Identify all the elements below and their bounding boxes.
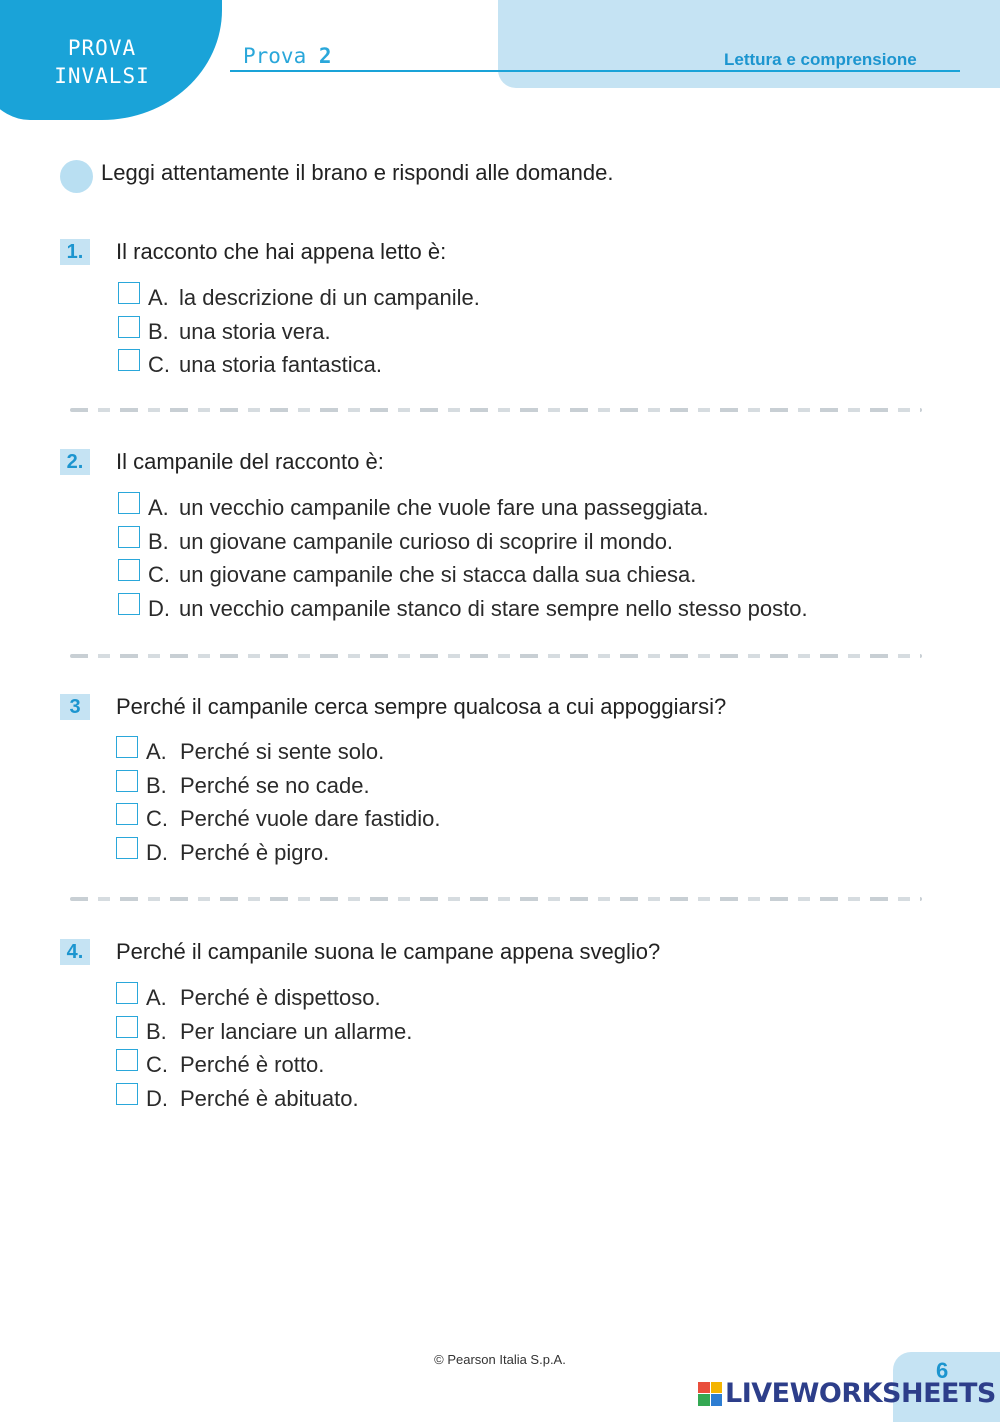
checkbox[interactable] <box>118 282 140 304</box>
prova-label <box>243 44 332 68</box>
option-text: Perché vuole dare fastidio. <box>180 806 441 832</box>
prova-invalsi-badge <box>52 34 152 90</box>
checkbox[interactable] <box>118 316 140 338</box>
option-text: un giovane campanile che si stacca dalla sua chiesa. <box>179 562 697 588</box>
liveworksheets-watermark <box>698 1378 996 1409</box>
page-number: 6 <box>936 1358 949 1383</box>
badge-line1: PROVA <box>67 36 137 60</box>
checkbox[interactable] <box>116 1016 138 1038</box>
option-letter: A. <box>146 984 167 1010</box>
option-letter: B. <box>148 528 169 554</box>
option-letter: D. <box>146 1085 168 1111</box>
option-text: un vecchio campanile che vuole fare una passeggiata. <box>179 494 709 520</box>
option-text: Perché se no cade. <box>180 772 370 798</box>
option-text: una storia vera. <box>179 318 331 344</box>
question-text: Perché il campanile cerca sempre qualcosa a cui appoggiarsi? <box>116 694 727 719</box>
instruction-bullet-icon <box>60 160 93 193</box>
option-text: Perché si sente solo. <box>180 738 385 764</box>
option-text: Perché è abituato. <box>180 1085 359 1111</box>
option-letter: C. <box>148 562 170 588</box>
dashed-separator <box>70 654 922 658</box>
checkbox[interactable] <box>118 526 140 548</box>
watermark-text: LIVEWORKSHEETS <box>725 1378 996 1409</box>
option-b <box>116 1015 960 1049</box>
question-text: Il racconto che hai appena letto è: <box>116 239 447 264</box>
option-a <box>116 735 960 769</box>
option-text: una storia fantastica. <box>179 352 383 378</box>
option-letter: A. <box>146 738 167 764</box>
option-b <box>116 769 960 803</box>
liveworksheets-logo-icon <box>698 1382 722 1406</box>
prova-word: Prova <box>243 44 307 68</box>
option-letter: B. <box>146 1018 167 1044</box>
checkbox[interactable] <box>118 349 140 371</box>
header-divider <box>230 70 960 72</box>
option-a <box>118 281 960 315</box>
checkbox[interactable] <box>118 559 140 581</box>
option-a <box>116 981 960 1015</box>
dashed-separator <box>70 897 922 901</box>
option-letter: C. <box>148 352 170 378</box>
checkbox[interactable] <box>116 1049 138 1071</box>
option-b <box>118 315 960 349</box>
instruction-text: Leggi attentamente il brano e rispondi alle domande. <box>101 160 614 185</box>
option-text: Perché è rotto. <box>180 1052 325 1078</box>
option-a <box>118 491 960 525</box>
checkbox[interactable] <box>118 593 140 615</box>
checkbox[interactable] <box>116 837 138 859</box>
option-d <box>116 1082 960 1116</box>
option-letter: A. <box>148 494 169 520</box>
checkbox[interactable] <box>116 982 138 1004</box>
option-letter: B. <box>146 772 167 798</box>
option-c <box>118 348 960 382</box>
question-4 <box>60 937 960 1116</box>
question-3 <box>60 692 960 870</box>
option-text: Perché è pigro. <box>180 839 330 865</box>
option-letter: D. <box>148 595 170 621</box>
question-number: 3 <box>60 694 90 720</box>
option-c <box>116 802 960 836</box>
option-text: Perché è dispettoso. <box>180 984 381 1010</box>
option-letter: C. <box>146 1052 168 1078</box>
question-number: 2. <box>60 449 90 475</box>
badge-line2: INVALSI <box>54 64 150 88</box>
question-number: 1. <box>60 239 90 265</box>
checkbox[interactable] <box>116 803 138 825</box>
checkbox[interactable] <box>116 736 138 758</box>
dashed-separator <box>70 408 922 412</box>
checkbox[interactable] <box>116 770 138 792</box>
option-b <box>118 525 960 559</box>
checkbox[interactable] <box>116 1083 138 1105</box>
question-2 <box>60 447 960 626</box>
option-letter: D. <box>146 839 168 865</box>
copyright: © Pearson Italia S.p.A. <box>434 1352 566 1367</box>
option-c <box>118 558 960 592</box>
option-d <box>116 836 960 870</box>
question-1 <box>60 237 960 382</box>
header-band <box>498 0 1000 88</box>
option-text: un vecchio campanile stanco di stare sempre nello stesso posto. <box>179 595 808 621</box>
option-text: la descrizione di un campanile. <box>179 284 480 310</box>
option-text: Per lanciare un allarme. <box>180 1018 413 1044</box>
question-text: Il campanile del racconto è: <box>116 449 384 474</box>
option-text: un giovane campanile curioso di scoprire il mondo. <box>179 528 674 554</box>
section-title: Lettura e comprensione <box>724 50 917 69</box>
option-letter: C. <box>146 806 168 832</box>
option-letter: A. <box>148 284 169 310</box>
option-c <box>116 1048 960 1082</box>
option-d <box>118 592 960 626</box>
option-letter: B. <box>148 318 169 344</box>
question-text: Perché il campanile suona le campane appena sveglio? <box>116 939 661 964</box>
prova-number: 2 <box>318 44 332 68</box>
question-number: 4. <box>60 939 90 965</box>
checkbox[interactable] <box>118 492 140 514</box>
